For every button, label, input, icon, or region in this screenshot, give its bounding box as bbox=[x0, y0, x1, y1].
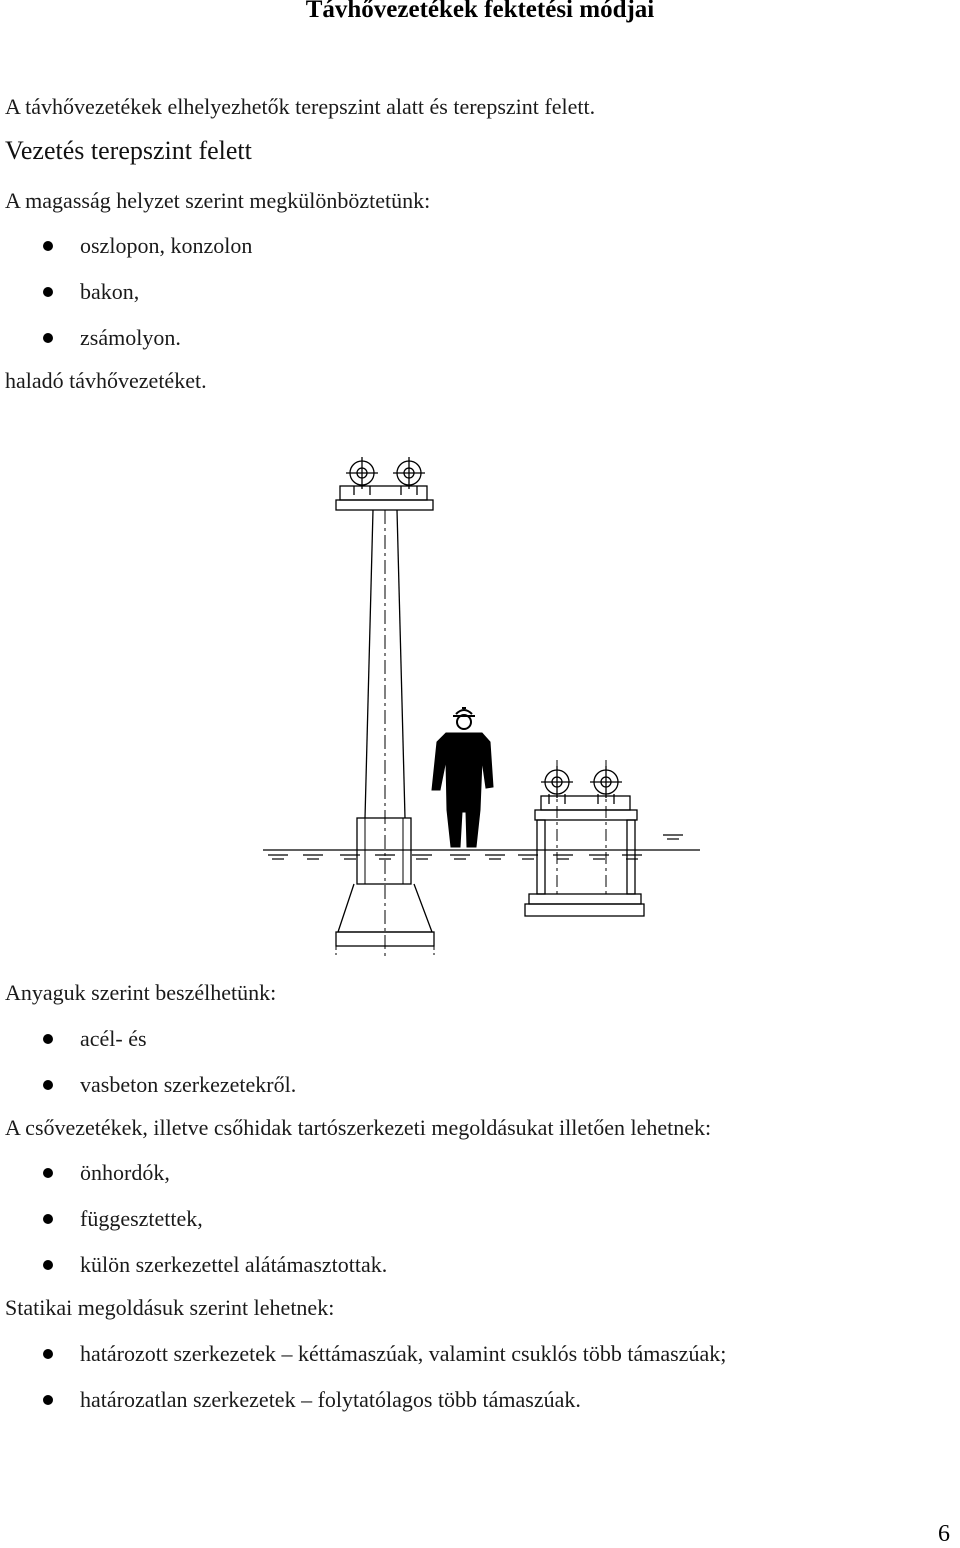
bullet-icon bbox=[43, 1080, 53, 1090]
page-number: 6 bbox=[938, 1521, 950, 1547]
bullet-icon bbox=[43, 241, 53, 251]
page-title: Távhővezetékek fektetési módjai bbox=[305, 0, 655, 23]
list-item-height-1: oszlopon, konzolon bbox=[80, 233, 253, 258]
pipe-support-drawing bbox=[255, 440, 715, 965]
bullet-icon bbox=[43, 1214, 53, 1224]
bullet-icon bbox=[43, 1034, 53, 1044]
list-item-structure-3: külön szerkezettel alátámasztottak. bbox=[80, 1252, 388, 1277]
bullet-icon bbox=[43, 287, 53, 297]
height-intro: A magasság helyzet szerint megkülönböztetünk: bbox=[5, 188, 431, 213]
bullet-icon bbox=[43, 1168, 53, 1178]
list-item-height-3: zsámolyon. bbox=[80, 325, 181, 350]
bullet-icon bbox=[43, 1260, 53, 1270]
bullet-icon bbox=[43, 1395, 53, 1405]
pipe-icon bbox=[393, 457, 425, 489]
list-item-static-2: határozatlan szerkezetek – folytatólagos több támaszúak. bbox=[80, 1387, 581, 1412]
intro-paragraph: A távhővezetékek elhelyezhetők terepszint alatt és terepszint felett. bbox=[5, 94, 596, 119]
structure-intro: A csővezetékek, illetve csőhidak tartószerkezeti megoldásukat illetően lehetnek: bbox=[5, 1115, 712, 1140]
static-intro: Statikai megoldásuk szerint lehetnek: bbox=[5, 1295, 335, 1320]
worker-figure-icon bbox=[432, 708, 493, 847]
pipe-icon bbox=[346, 457, 378, 489]
list-item-structure-1: önhordók, bbox=[80, 1160, 170, 1185]
list-item-material-2: vasbeton szerkezetekről. bbox=[80, 1072, 297, 1097]
list-item-structure-2: függesztettek, bbox=[80, 1206, 203, 1231]
list-item-height-2: bakon, bbox=[80, 279, 140, 304]
bullet-icon bbox=[43, 333, 53, 343]
list-item-static-1: határozott szerkezetek – kéttámaszúak, valamint csuklós több támaszúak; bbox=[80, 1341, 727, 1366]
bullet-icon bbox=[43, 1349, 53, 1359]
section-heading: Vezetés terepszint felett bbox=[5, 136, 252, 165]
list-item-material-1: acél- és bbox=[80, 1026, 147, 1051]
material-intro: Anyaguk szerint beszélhetünk: bbox=[5, 980, 277, 1005]
height-tail: haladó távhővezetéket. bbox=[5, 368, 207, 393]
